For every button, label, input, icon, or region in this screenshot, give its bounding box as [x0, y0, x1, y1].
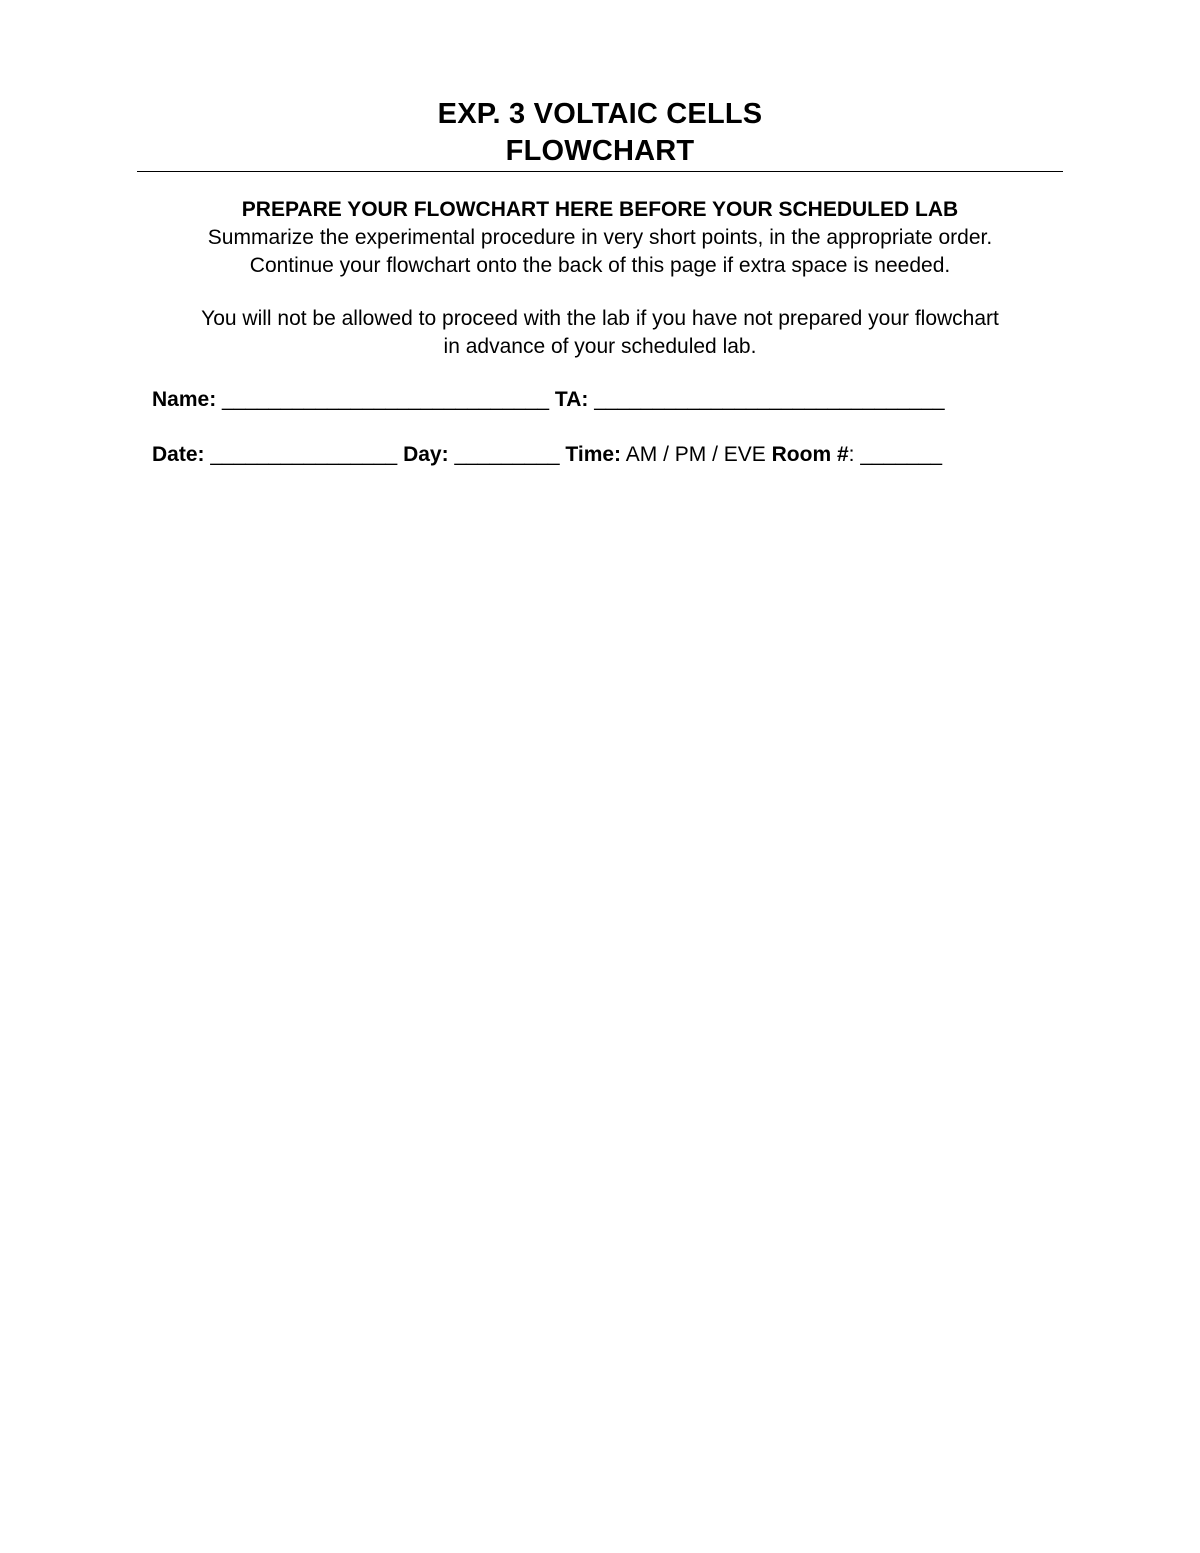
- title-divider: [137, 171, 1063, 172]
- day-label: Day:: [403, 443, 449, 466]
- date-label: Date:: [152, 443, 205, 466]
- warning-line-1: You will not be allowed to proceed with the lab if you have not prepared your flowchart: [201, 307, 999, 330]
- ta-field[interactable]: ______________________________: [594, 388, 945, 411]
- room-field[interactable]: _______: [860, 443, 943, 466]
- room-colon: :: [848, 443, 855, 466]
- room-label: Room #: [771, 443, 849, 466]
- day-field[interactable]: _________: [454, 443, 560, 466]
- name-label: Name:: [152, 388, 217, 411]
- ta-label: TA:: [554, 388, 589, 411]
- page-title: EXP. 3 VOLTAIC CELLS: [437, 98, 763, 130]
- time-label: Time:: [565, 443, 622, 466]
- time-options[interactable]: AM / PM / EVE: [625, 443, 766, 466]
- warning-block: [0, 305, 1200, 361]
- instructions-line-1: Summarize the experimental procedure in very short points, in the appropriate order.: [207, 226, 993, 249]
- warning-line-2: in advance of your scheduled lab.: [443, 335, 757, 358]
- page-subtitle: FLOWCHART: [505, 135, 695, 167]
- instructions-block: [0, 196, 1200, 280]
- date-time-row: [152, 441, 942, 469]
- name-field[interactable]: ____________________________: [222, 388, 550, 411]
- instructions-heading: PREPARE YOUR FLOWCHART HERE BEFORE YOUR SCHEDULED LAB: [241, 198, 959, 221]
- title-block: [0, 96, 1200, 170]
- date-field[interactable]: ________________: [210, 443, 398, 466]
- instructions-line-2: Continue your flowchart onto the back of this page if extra space is needed.: [249, 254, 951, 277]
- name-ta-row: [152, 386, 945, 414]
